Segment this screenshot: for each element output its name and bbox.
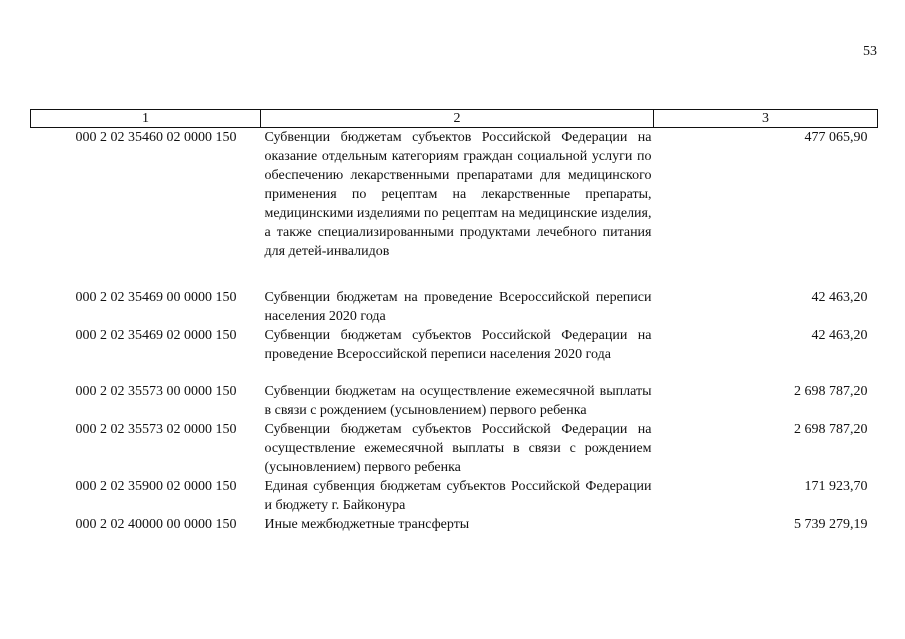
budget-code: 000 2 02 35573 00 0000 150 xyxy=(75,384,237,399)
budget-amount: 42 463,20 xyxy=(811,328,868,343)
column-header-1: 1 xyxy=(31,110,261,128)
column-header-3: 3 xyxy=(654,110,878,128)
budget-description: Единая субвенция бюджетам субъектов Российской Федерации и бюджету г. Байконура xyxy=(264,479,652,513)
budget-description: Субвенции бюджетам субъектов Российской Федерации на оказание отдельным категориям граждан социальной услуги по обеспечению лекарственными препаратами для медицинского применения по рецептам на лекарственные препараты, медицинскими изделиями по рецептам на медицинские изделия, а также специализированными продуктами лечебного питания для детей-инвалидов xyxy=(264,130,652,259)
budget-code: 000 2 02 35900 02 0000 150 xyxy=(75,479,237,494)
page-number: 53 xyxy=(863,44,877,59)
budget-table xyxy=(30,109,878,534)
budget-amount: 2 698 787,20 xyxy=(794,384,868,399)
table-row xyxy=(31,128,878,289)
budget-code: 000 2 02 35469 00 0000 150 xyxy=(75,290,237,305)
budget-amount: 42 463,20 xyxy=(811,290,868,305)
budget-code: 000 2 02 35469 02 0000 150 xyxy=(75,328,237,343)
table-row xyxy=(31,420,878,477)
table-row xyxy=(31,288,878,326)
budget-amount: 171 923,70 xyxy=(804,479,868,494)
budget-description: Субвенции бюджетам субъектов Российской Федерации на осуществление ежемесячной выплаты в связи с рождением (усыновлением) первого ребенка xyxy=(264,422,652,475)
table-row xyxy=(31,382,878,420)
column-header-2: 2 xyxy=(261,110,654,128)
budget-description: Субвенции бюджетам на проведение Всероссийской переписи населения 2020 года xyxy=(264,290,652,324)
budget-code: 000 2 02 40000 00 0000 150 xyxy=(75,517,237,532)
budget-amount: 477 065,90 xyxy=(804,130,868,145)
table-row xyxy=(31,515,878,534)
budget-description: Субвенции бюджетам субъектов Российской Федерации на проведение Всероссийской переписи населения 2020 года xyxy=(264,328,652,362)
table-row xyxy=(31,477,878,515)
table-row xyxy=(31,326,878,382)
budget-amount: 5 739 279,19 xyxy=(794,517,868,532)
budget-description: Субвенции бюджетам на осуществление ежемесячной выплаты в связи с рождением (усыновлением) первого ребенка xyxy=(264,384,652,418)
budget-description: Иные межбюджетные трансферты xyxy=(264,517,470,532)
budget-code: 000 2 02 35460 02 0000 150 xyxy=(75,130,237,145)
budget-amount: 2 698 787,20 xyxy=(794,422,868,437)
budget-code: 000 2 02 35573 02 0000 150 xyxy=(75,422,237,437)
table-header-row xyxy=(31,110,878,128)
